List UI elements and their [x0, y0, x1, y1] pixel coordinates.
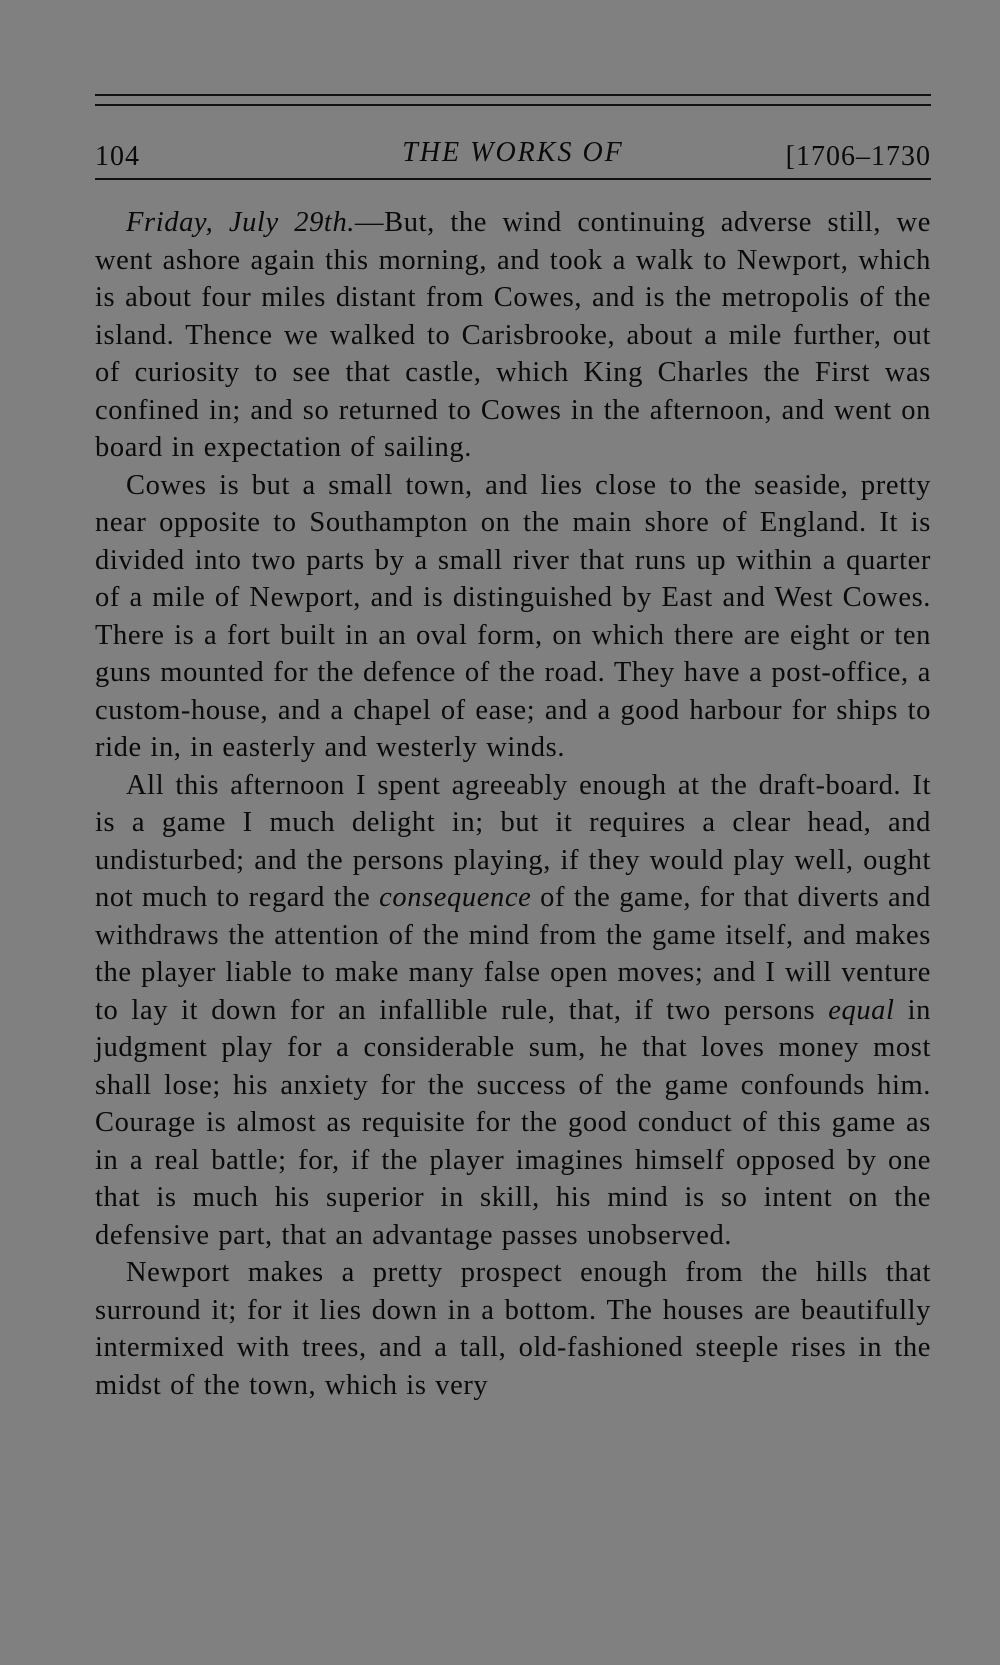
diary-date-heading: Friday, July 29th.	[126, 207, 356, 238]
paragraph-3	[95, 767, 931, 1255]
italic-consequence: consequence	[379, 882, 532, 913]
paragraph-3-part-1: All this afternoon I spent agreeably enough at the draft-board. It is a game I much delight in; but it requires a clear head, and undisturbed; and the persons playing, if they would play well, ought not much to regard the	[95, 769, 931, 913]
header-top-rule	[95, 94, 931, 96]
paragraph-1	[95, 204, 931, 467]
paragraph-3-part-3: in judgment play for a considerable sum, he that loves money most shall lose; his anxiety for the success of the game confounds him. Courage is almost as requisite for the good conduct of this game as in a real battle; for, if the player imagines himself opposed by one that is much his superior in skill, his mind is so intent on the defensive part, that an advantage passes unobserved.	[95, 994, 931, 1251]
date-range: [1706–1730	[785, 141, 931, 172]
running-title: THE WORKS OF	[402, 137, 624, 168]
page-number: 104	[95, 141, 140, 172]
paragraph-4: Newport makes a pretty prospect enough from the hills that surround it; for it lies down in a bottom. The houses are beautifully intermixed with trees, and a tall, old-fashioned steeple rises in the midst of the town, which is very	[95, 1257, 931, 1401]
header-bottom-rule	[95, 178, 931, 180]
paragraph-1-text: —But, the wind continuing adverse still, we went ashore again this morning, and took a walk to Newport, which is about four miles distant from Cowes, and is the metropolis of the island. Thence we walked to Carisbrooke, about a mile further, out of curiosity to see that castle, which King Charles the First was confined in; and so returned to Cowes in the afternoon, and went on board in expectation of sailing.	[95, 207, 931, 463]
paragraph-3-part-2: of the game, for that diverts and withdraws the attention of the mind from the game itself, and makes the player liable to make many false open moves; and I will venture to lay it down for an infallible rule, that, if two persons	[95, 882, 931, 1026]
book-page	[95, 92, 931, 1404]
running-header	[95, 106, 931, 176]
paragraph-2: Cowes is but a small town, and lies close to the seaside, pretty near opposite to Southampton on the main shore of England. It is divided into two parts by a small river that runs up within a quarter of a mile of Newport, and is distinguished by East and West Cowes. There is a fort built in an oval form, on which there are eight or ten guns mounted for the defence of the road. They have a post-office, a custom-house, and a chapel of ease; and a good harbour for ships to ride in, in easterly and westerly winds.	[95, 469, 931, 763]
italic-equal: equal	[828, 994, 895, 1026]
body-text	[95, 204, 931, 1404]
